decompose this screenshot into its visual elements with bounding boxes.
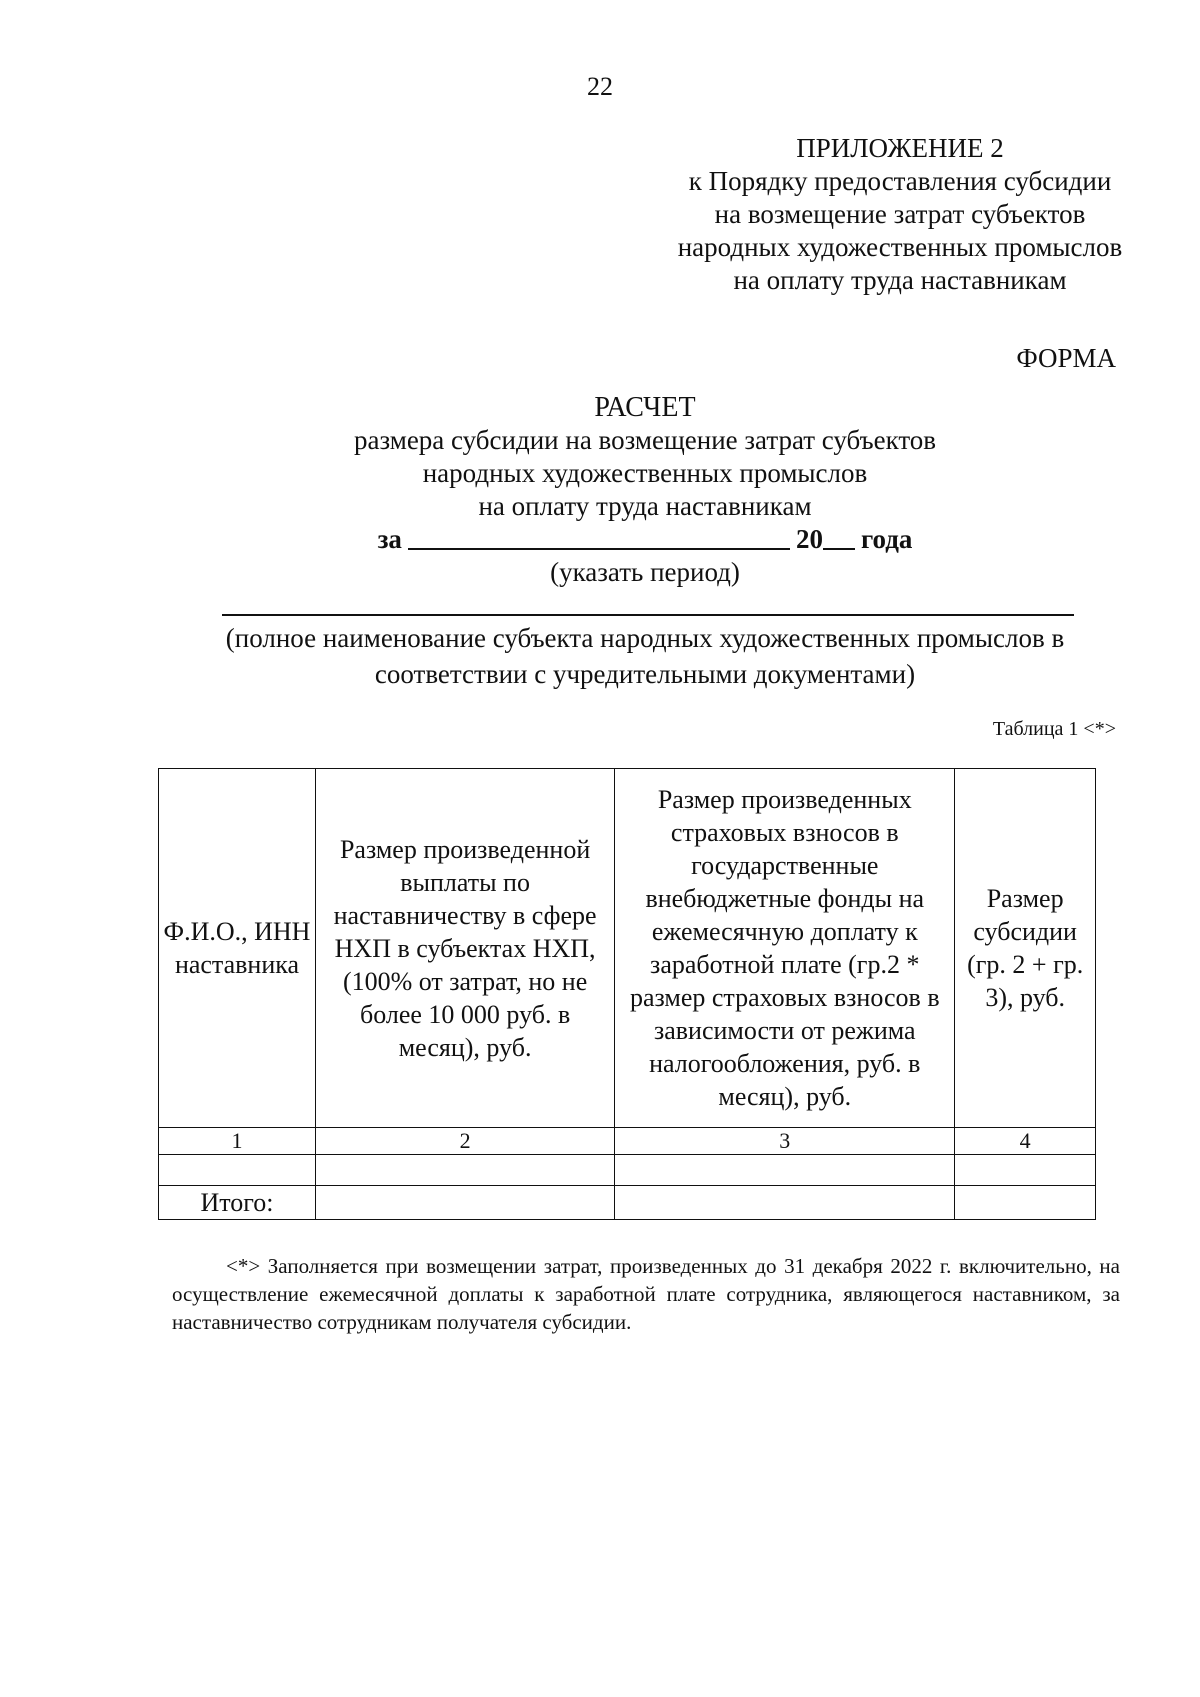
- footnote: [172, 1252, 1120, 1336]
- total-label: Итого:: [159, 1186, 316, 1220]
- period-blank-field[interactable]: [408, 522, 790, 550]
- calculation-line: на оплату труда наставникам: [478, 491, 812, 521]
- period-prefix: за: [377, 524, 402, 554]
- column-number-row: [159, 1128, 1096, 1155]
- appendix-line: к Порядку предоставления субсидии: [688, 166, 1112, 196]
- appendix-line: народных художественных промыслов: [677, 232, 1123, 262]
- table-cell[interactable]: [615, 1186, 955, 1220]
- table-row: [159, 1155, 1096, 1186]
- header-cell-insurance: Размер произведенных страховых взносов в государственные внебюджетные фонды на ежемесячную доплату к заработной плате (гр.2 * размер страховых взносов в зависимости от режима налогообложения, руб. в месяц), руб.: [615, 769, 955, 1128]
- footnote-text: <*> Заполняется при возмещении затрат, произведенных до 31 декабря 2022 г. включительно, на осуществление ежемесячной доплаты к заработной плате сотрудника, являющегося наставником, за наставничество сотрудникам получателя субсидии.: [172, 1254, 1120, 1334]
- appendix-title: ПРИЛОЖЕНИЕ 2: [796, 133, 1004, 163]
- header-cell-subsidy: Размер субсидии (гр. 2 + гр. 3), руб.: [955, 769, 1096, 1128]
- entity-name-blank-field[interactable]: [222, 614, 1074, 616]
- appendix-line: на возмещение затрат субъектов: [714, 199, 1086, 229]
- year-blank-field[interactable]: [823, 522, 855, 550]
- period-suffix: года: [860, 524, 913, 554]
- table-cell[interactable]: [159, 1155, 316, 1186]
- page-number: 22: [587, 72, 613, 101]
- table-caption: Таблица 1 <*>: [992, 718, 1116, 740]
- column-number: 4: [955, 1128, 1096, 1155]
- calculation-heading: [0, 391, 1200, 523]
- column-number: 2: [316, 1128, 615, 1155]
- header-cell-payment: Размер произведенной выплаты по наставничеству в сфере НХП в субъектах НХП, (100% от затрат, но не более 10 000 руб. в месяц), руб.: [316, 769, 615, 1128]
- header-cell-mentor: Ф.И.О., ИНН наставника: [159, 769, 316, 1128]
- entity-name-hint: (полное наименование субъекта народных художественных промыслов в соответствии с учредительными документами): [225, 623, 1065, 689]
- period-row: [0, 522, 1200, 555]
- column-number: 1: [159, 1128, 316, 1155]
- calculation-line: размера субсидии на возмещение затрат субъектов: [353, 425, 937, 455]
- table-cell[interactable]: [316, 1186, 615, 1220]
- table-cell[interactable]: [316, 1155, 615, 1186]
- period-hint: (указать период): [550, 557, 740, 587]
- calculation-line: народных художественных промыслов: [422, 458, 868, 488]
- subsidy-table: [158, 768, 1096, 1220]
- calculation-title: РАСЧЕТ: [594, 392, 696, 423]
- period-year: 20: [795, 524, 823, 554]
- table-header-row: [159, 769, 1096, 1128]
- appendix-line: на оплату труда наставникам: [733, 265, 1067, 295]
- table-cell[interactable]: [955, 1155, 1096, 1186]
- table-cell[interactable]: [615, 1155, 955, 1186]
- form-label: ФОРМА: [1016, 343, 1116, 373]
- table-cell[interactable]: [955, 1186, 1096, 1220]
- column-number: 3: [615, 1128, 955, 1155]
- total-row: [159, 1186, 1096, 1220]
- appendix-header: [570, 132, 1200, 297]
